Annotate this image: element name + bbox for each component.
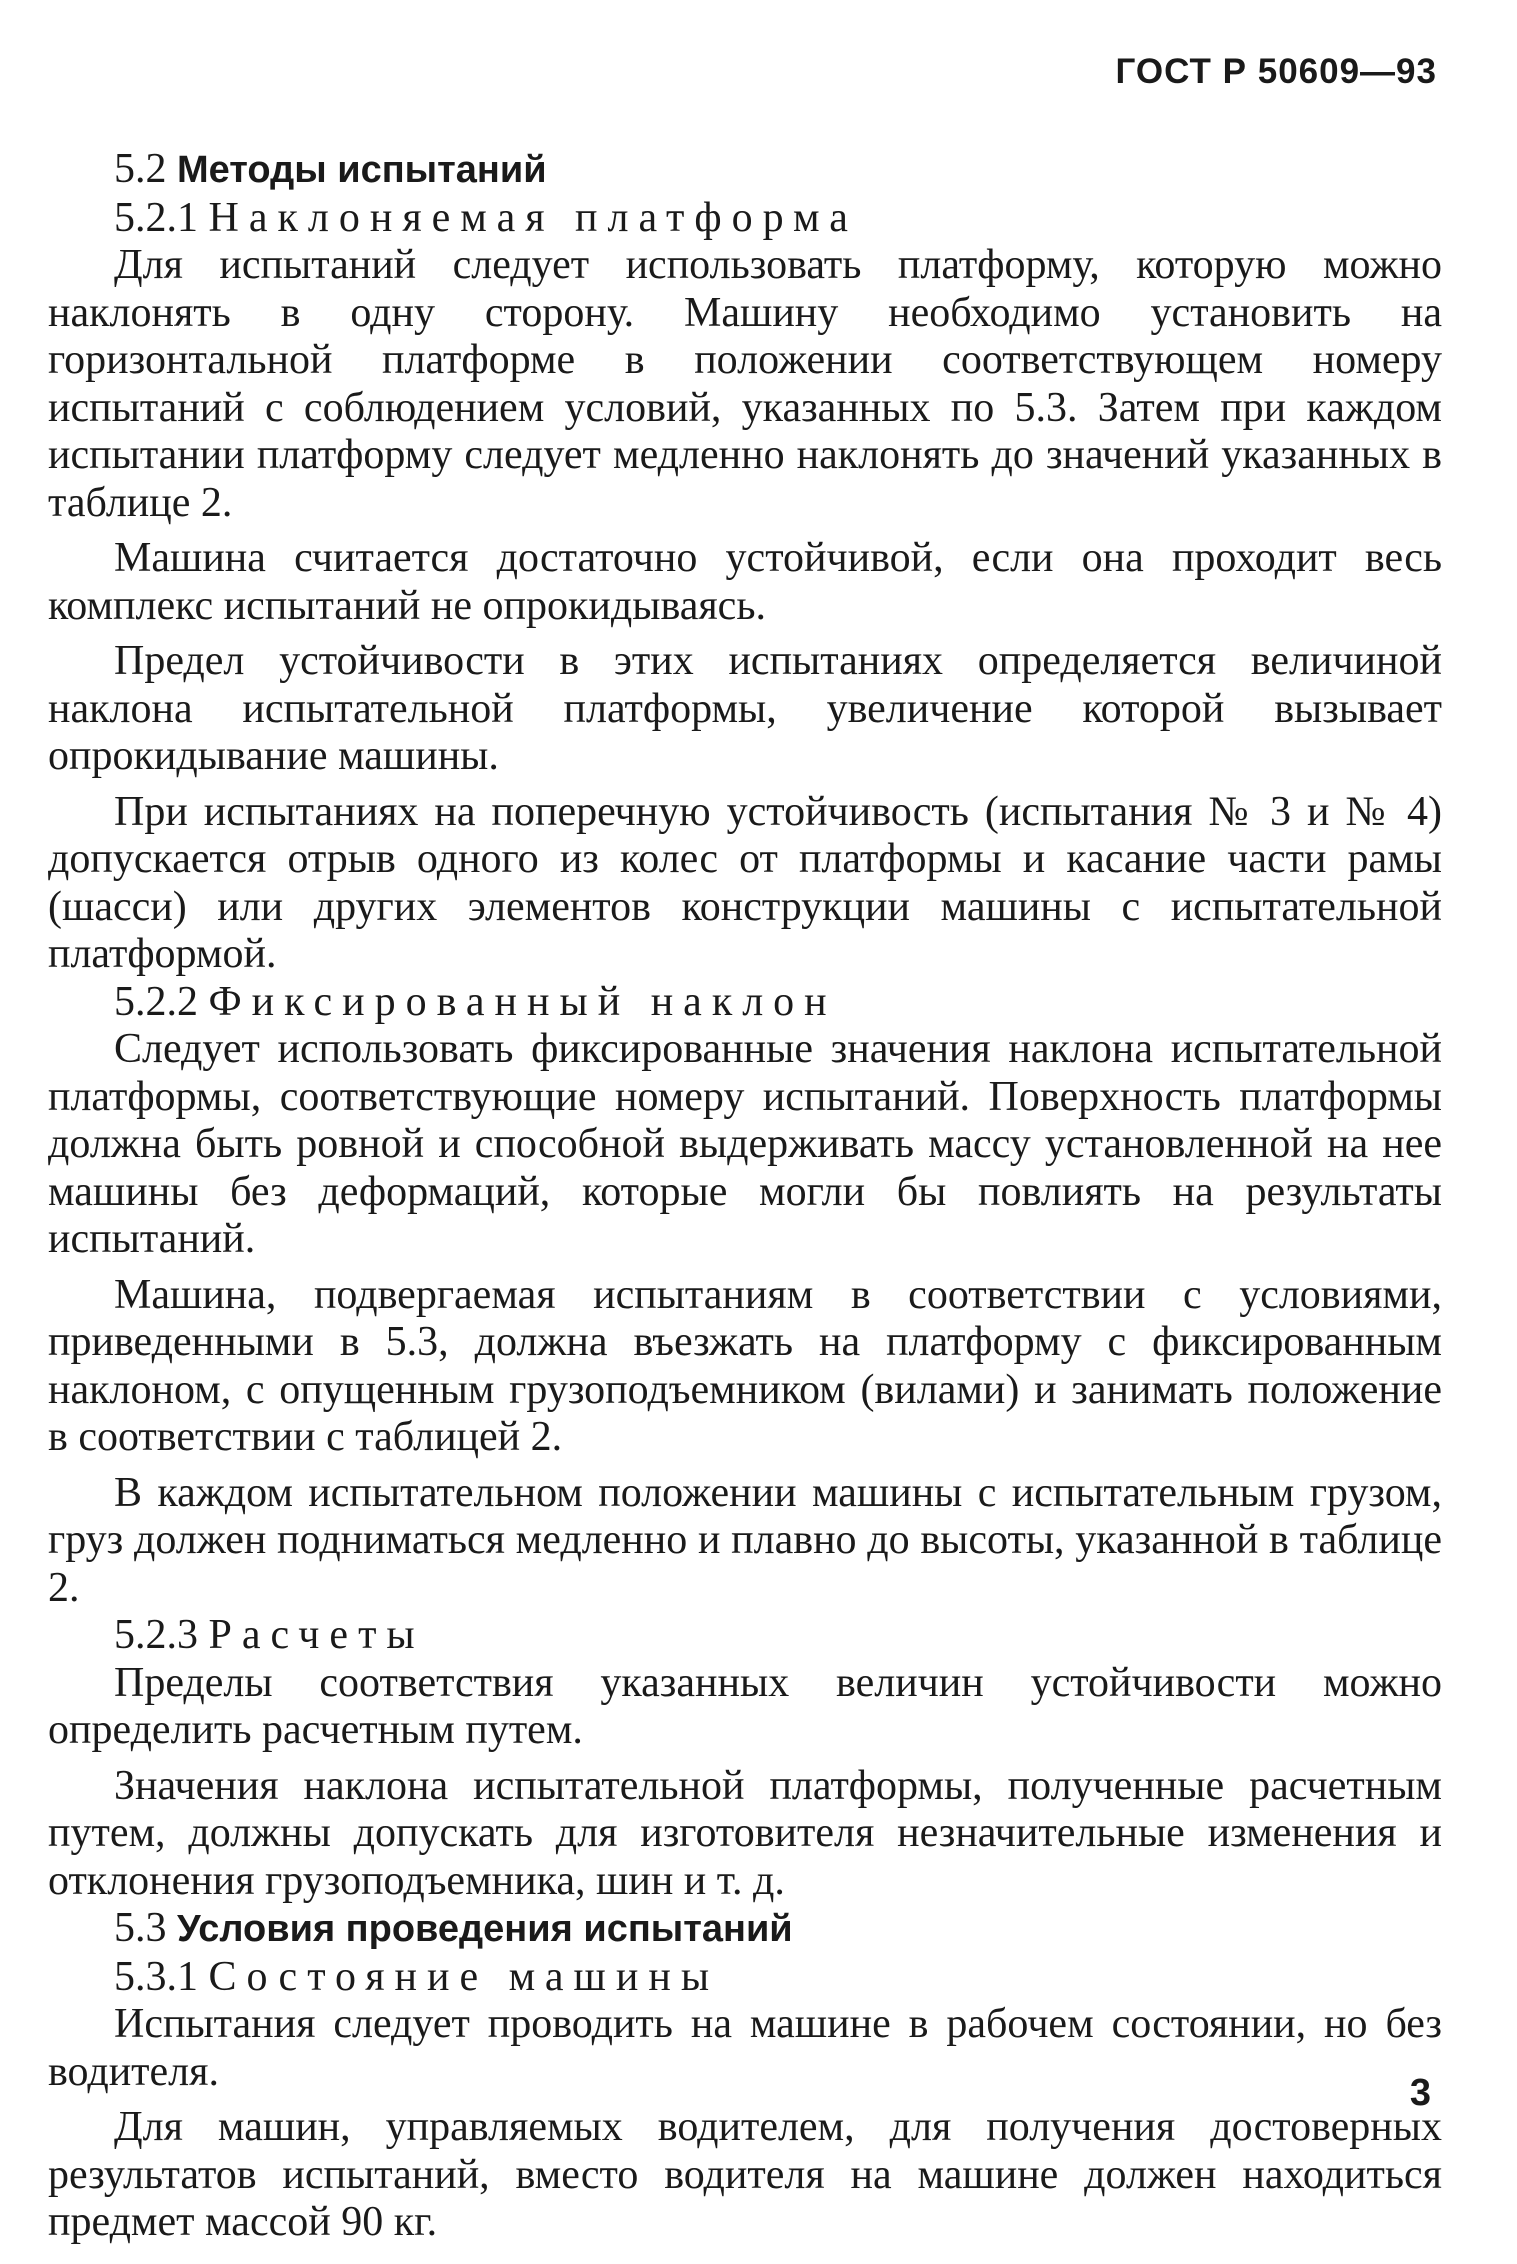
paragraph: Следует использовать фиксированные значения наклона испытательной платформы, соответствующие номеру испытаний. Поверхность платформы должна быть ровной и способной выдерживать массу установленной на нее машины без деформаций, которые могли бы повлиять на результаты испытаний. xyxy=(48,1026,1442,1262)
page-number: 3 xyxy=(1409,2072,1431,2114)
paragraph: Пределы соответствия указанных величин устойчивости можно определить расчетным путем. xyxy=(48,1659,1442,1753)
section-title: Условия проведения испытаний xyxy=(177,1908,793,1950)
subsection-title: Расчеты xyxy=(208,1612,425,1658)
paragraph: Для машин, управляемых водителем, для получения достоверных результатов испытаний, вместо водителя на машине должен находиться предмет массой 90 кг. xyxy=(48,2104,1442,2245)
subsection-title: Состояние машины xyxy=(208,1953,720,2000)
section-heading-5-2 xyxy=(48,146,1442,195)
section-title: Методы испытаний xyxy=(177,149,547,191)
paragraph: Машина, подвергаемая испытаниям в соответствии с условиями, приведенными в 5.3, должна въезжать на платформу с фиксированным наклоном, с опущенным грузоподъемником (вилами) и занимать положение в соответствии с таблицей 2. xyxy=(48,1271,1442,1460)
subsection-number: 5.3.1 xyxy=(114,1953,198,2000)
subsection-number: 5.2.3 xyxy=(114,1612,198,1658)
subsection-heading-5-2-2 xyxy=(48,979,1442,1027)
section-number: 5.3 xyxy=(114,1905,167,1951)
paragraph: Машина считается достаточно устойчивой, если она проходит весь комплекс испытаний не опрокидываясь. xyxy=(48,535,1442,629)
subsection-heading-5-3-1 xyxy=(48,1954,1442,2002)
subsection-title: Наклоняемая платформа xyxy=(208,194,858,241)
subsection-heading-5-2-3 xyxy=(48,1612,1442,1660)
subsection-title: Фиксированный наклон xyxy=(208,978,837,1025)
paragraph: Предел устойчивости в этих испытаниях определяется величиной наклона испытательной платформы, увеличение которой вызывает опрокидывание машины. xyxy=(48,638,1442,779)
document-body xyxy=(48,146,1442,2247)
paragraph: В каждом испытательном положении машины с испытательным грузом, груз должен подниматься медленно и плавно до высоты, указанной в таблице 2. xyxy=(48,1469,1442,1611)
document-code-header: ГОСТ Р 50609—93 xyxy=(1115,52,1437,91)
subsection-heading-5-2-1 xyxy=(48,195,1442,243)
subsection-number: 5.2.1 xyxy=(114,194,198,241)
paragraph: Для испытаний следует использовать платформу, которую можно наклонять в одну сторону. Машину необходимо установить на горизонтальной платформе в положении соответствующем номеру испытаний с соблюдением условий, указанных по 5.3. Затем при каждом испытании платформу следует медленно наклонять до значений указанных в таблице 2. xyxy=(48,242,1442,526)
section-heading-5-3 xyxy=(48,1905,1442,1954)
paragraph: При испытаниях на поперечную устойчивость (испытания № 3 и № 4) допускается отрыв одного из колес от платформы и касание части рамы (шасси) или других элементов конструкции машины с испытательной платформой. xyxy=(48,788,1442,977)
section-number: 5.2 xyxy=(114,146,167,192)
paragraph: Значения наклона испытательной платформы, полученные расчетным путем, должны допускать для изготовителя незначительные изменения и отклонения грузоподъемника, шин и т. д. xyxy=(48,1762,1442,1904)
subsection-number: 5.2.2 xyxy=(114,978,198,1025)
paragraph: Испытания следует проводить на машине в рабочем состоянии, но без водителя. xyxy=(48,2001,1442,2095)
